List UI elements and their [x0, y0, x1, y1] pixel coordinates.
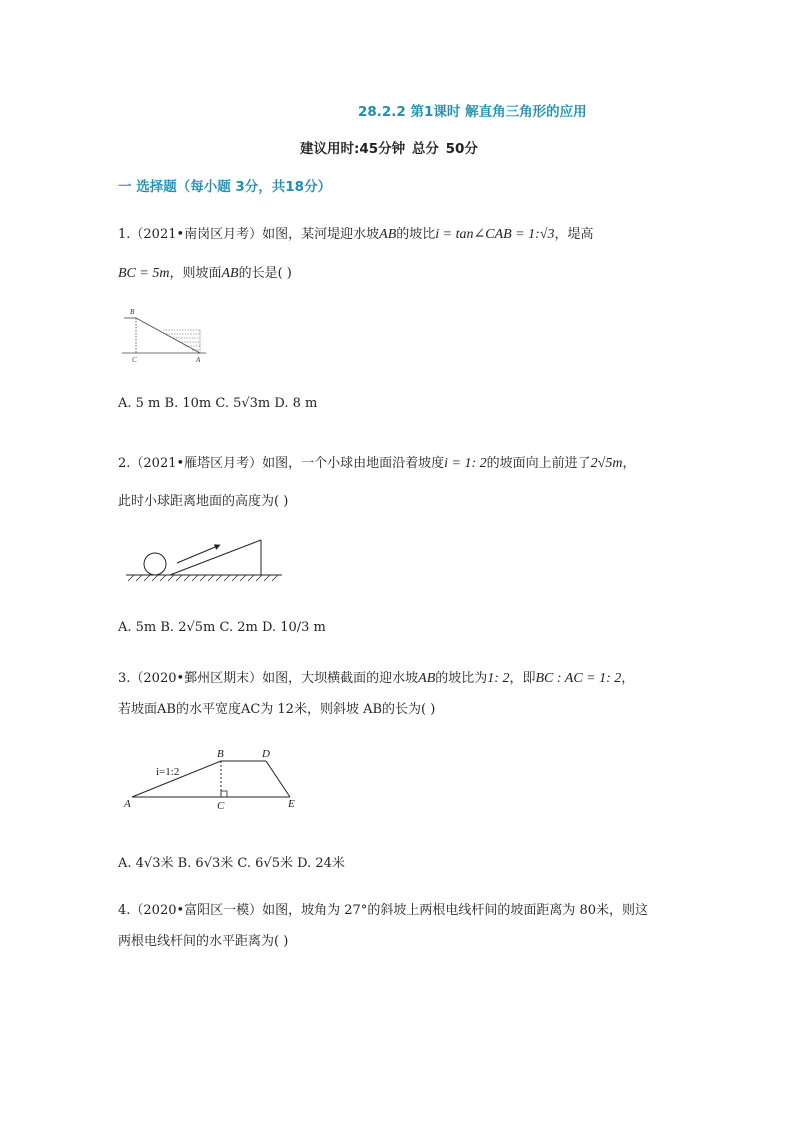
- q2-slope: [170, 540, 261, 575]
- q3-label-e: E: [288, 798, 295, 810]
- q3-ratio: 1: 2: [487, 671, 510, 686]
- q2-distance: 2√5m: [590, 456, 623, 471]
- q1-text-e: 的长是( ): [238, 266, 292, 281]
- q1-label-a: A: [196, 356, 201, 364]
- q3-slope-label: i=1:2: [156, 766, 180, 778]
- q2-line1: [118, 452, 635, 472]
- q2-slope-ratio: i = 1: 2: [444, 456, 487, 471]
- q3-text-c: ，即: [509, 671, 536, 686]
- q1-line1: [118, 223, 594, 243]
- q2-text-a: 2.（2021•雁塔区月考）如图，一个小球由地面沿着坡度: [118, 456, 445, 471]
- q4-line2: 两根电线杆间的水平距离为( ): [118, 934, 289, 949]
- q3-ab: AB: [418, 671, 436, 686]
- q3-options: A. 4√3米 B. 6√3米 C. 6√5米 D. 24米: [118, 856, 345, 871]
- q2-line2: 此时小球距离地面的高度为( ): [118, 494, 289, 509]
- section-heading: 一 选择题（每小题 3分，共18分）: [118, 179, 332, 195]
- q1-figure: [118, 305, 218, 365]
- q3-text-a: 3.（2020•鄞州区期末）如图，大坝横截面的迎水坡: [118, 671, 419, 686]
- time-and-score: 建议用时:45分钟 总分 50分: [300, 141, 478, 157]
- q3-figure: [122, 745, 307, 810]
- q1-text-c: ，堤高: [554, 227, 594, 242]
- q3-right-angle-mark: [221, 791, 227, 797]
- q1-line2: [118, 262, 292, 282]
- q3-line2: 若坡面AB的水平宽度AC为 12米，则斜坡 AB的长为( ): [118, 702, 436, 717]
- q2-options: A. 5m B. 2√5m C. 2m D. 10/3 m: [118, 620, 326, 635]
- q3-label-c: C: [217, 800, 225, 810]
- q1-text-d: ，则坡面: [169, 266, 222, 281]
- q3-label-b: B: [217, 748, 224, 760]
- q1-slope-line: [136, 318, 200, 353]
- q3-text-d: ，: [621, 671, 635, 686]
- q1-height: BC = 5m: [118, 266, 170, 281]
- q1-ab: AB: [379, 227, 397, 242]
- q1-ab-2: AB: [221, 266, 239, 281]
- q3-text-b: 的坡比为: [435, 671, 488, 686]
- q3-formula: BC : AC = 1: 2: [535, 671, 622, 686]
- q2-ball: [144, 553, 166, 575]
- q3-slope-de: [266, 761, 290, 797]
- q1-text-a: 1.（2021•南岗区月考）如图，某河堤迎水坡: [118, 227, 380, 242]
- q1-options: A. 5 m B. 10m C. 5√3m D. 8 m: [118, 396, 318, 411]
- q3-line1: [118, 667, 634, 687]
- page-title: 28.2.2 第1课时 解直角三角形的应用: [358, 104, 587, 120]
- q1-formula: i = tan∠CAB = 1:√3: [435, 227, 555, 242]
- q1-label-b: B: [130, 308, 135, 316]
- q1-text-b: 的坡比: [396, 227, 436, 242]
- q2-figure: [122, 535, 287, 585]
- q3-label-d: D: [262, 748, 270, 760]
- q2-text-c: ，: [622, 456, 636, 471]
- q2-text-b: 的坡面向上前进了: [486, 456, 591, 471]
- q4-line1: 4.（2020•富阳区一模）如图，坡角为 27°的斜坡上两根电线杆间的坡面距离为 80米，则这: [118, 903, 649, 918]
- q2-ground-hatch: [128, 575, 278, 581]
- q2-direction-arrow: [177, 545, 220, 563]
- q3-label-a: A: [124, 798, 131, 810]
- q1-label-c: C: [132, 356, 137, 364]
